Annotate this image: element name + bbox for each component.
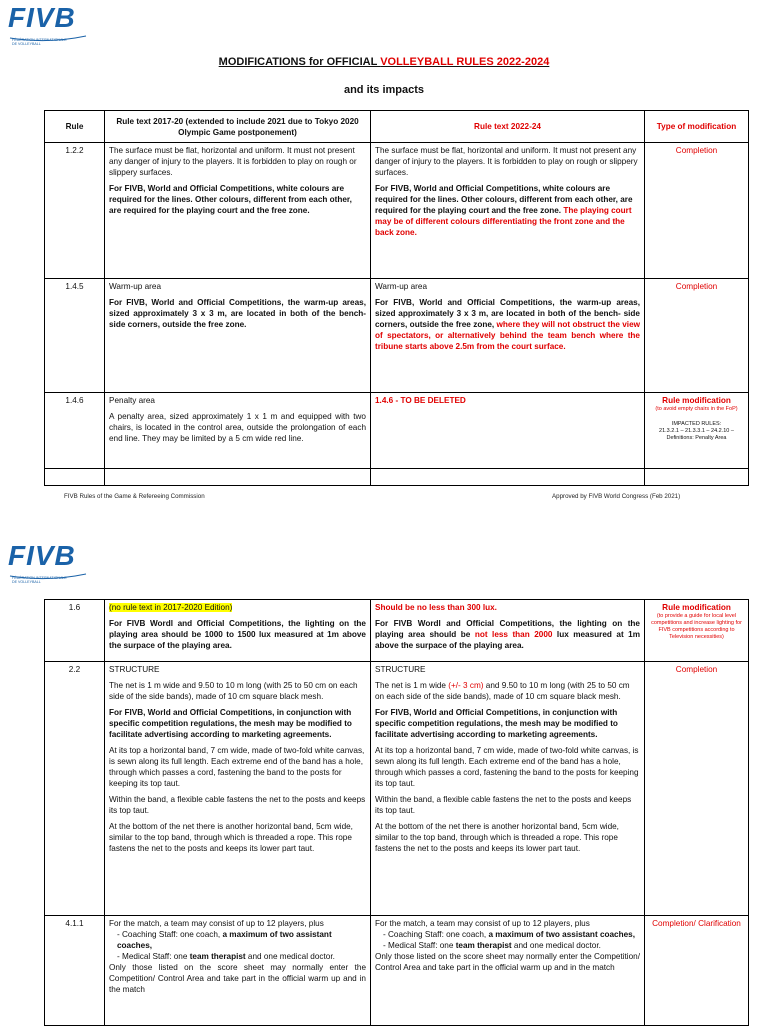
logo-subtitle: FÉDÉRATION INTERNATIONALE DE VOLLEYBALL — [12, 38, 67, 46]
fivb-logo-2 — [8, 542, 76, 584]
page-title: MODIFICATIONS for OFFICIAL VOLLEYBALL RULES 2022-2024 — [218, 56, 550, 68]
logo-text: FIVB — [8, 540, 76, 571]
header-new-text: Rule text 2022-24 — [371, 111, 645, 143]
footer-right: Approved by FIVB World Congress (Feb 2021) — [552, 493, 681, 500]
table-row: 1.4.5 Warm-up area For FIVB, World and Official Competitions, the warm-up areas, sized approximately 3 x 3 m, are located in both of the bench- side corners, outside the free zone. Warm-up area For FIVB, World and Official Competitions, the warm-up areas, sized approximately 3 x 3 m, are located in both of the bench- side corners, outside the free zone, where they will not obstruct the view of spectators, or alternatively behind the team bench where the tribune starts above 2.5m from the court surface. Completion — [45, 279, 749, 393]
page-subtitle: and its impacts — [343, 84, 425, 96]
footer-left: FIVB Rules of the Game & Refereeing Commission — [64, 493, 205, 500]
header-old-text: Rule text 2017-20 (extended to include 2021 due to Tokyo 2020 Olympic Game postponement) — [105, 111, 371, 143]
logo-swoosh-icon — [8, 572, 88, 582]
table-row: 4.1.1 For the match, a team may consist of up to 12 players, plus - Coaching Staff: one coach, a maximum of two assistant coaches, - Medical Staff: one team therapist and one medical doctor. Only those listed on the score sheet may normally enter the Competition/ Control Area and take part in the official warm up and in the match For the match, a team may consist of up to 12 players, plus - Coaching Staff: one coach, a maximum of two assistant coaches, - Medical Staff: one team therapist and one medical doctor. Only those listed on the score sheet may normally enter the Competition/ Control Area and take part in the official warm up and in the match Completion/ Clarification — [45, 916, 749, 1026]
logo-swoosh-icon — [8, 34, 88, 44]
logo-subtitle: FÉDÉRATION INTERNATIONALE DE VOLLEYBALL — [12, 576, 67, 584]
table-row: 1.4.6 Penalty area A penalty area, sized approximately 1 x 1 m and equipped with two chairs, is located in the control area, outside the prolongation of each end line. They may be limited by a 5 cm wide red line. 1.4.6 - TO BE DELETED Rule modification (to avoid empty chairs in the FoP) IMPACTED RULES: 21.3.2.1 – 21.3.3.1 – 24.2.10 – Definitions: Penalty Area — [45, 393, 749, 469]
modifications-table-1 — [44, 110, 749, 486]
modifications-table-2 — [44, 599, 749, 1026]
table-row: 1.2.2 The surface must be flat, horizontal and uniform. It must not present any danger of injury to the players. It is forbidden to play on rough or slippery surfaces. For FIVB, World and Official Competitions, white colours are required for the lines. Other colours, different from each other, are required for the playing court and the free zone. The surface must be flat, horizontal and uniform. It must not present any danger of injury to the players. It is forbidden to play on rough or slippery surfaces. For FIVB, World and Official Competitions, white colours are required for the lines. Other colours, different from each other, are required for the playing court and the free zone. The playing court may be of different colours differentiating the front zone and the back zone. Completion — [45, 143, 749, 279]
header-rule: Rule — [45, 111, 105, 143]
fivb-logo — [8, 4, 76, 46]
logo-text: FIVB — [8, 2, 76, 33]
table-row: 2.2 STRUCTURE The net is 1 m wide and 9.50 to 10 m long (with 25 to 50 cm on each side of the side bands), made of 10 cm square black mesh. For FIVB, World and Official Competitions, in conjunction with specific competition regulations, the mesh may be modified to facilitate advertising according to marketing agreements. At its top a horizontal band, 7 cm wide, made of two-fold white canvas, is sewn along its full length. Each extreme end of the band has a hole, through which passes a cord, fastening the band to the posts for keeping its top taut. Within the band, a flexible cable fastens the net to the posts and keeps its top taut. At the bottom of the net there is another horizontal band, 5cm wide, similar to the top band, through which is threaded a rope. This rope fastens the net to the posts and keeps its lower part taut. STRUCTURE The net is 1 m wide (+/- 3 cm) and 9.50 to 10 m long (with 25 to 50 cm on each side of the side bands), made of 10 cm square black mesh. For FIVB, World and Official Competitions, in conjunction with specific competition regulations, the mesh may be modified to facilitate advertising according to marketing agreements. At its top a horizontal band, 7 cm wide, made of two-fold white canvas, is sewn along its full length. Each extreme end of the band has a hole, through which passes a cord, fastening the band to the posts for keeping its top taut. Within the band, a flexible cable fastens the net to the posts and keeps its top taut. At the bottom of the net there is another horizontal band, 5cm wide, similar to the top band, through which is threaded a rope. This rope fastens the net to the posts and keeps its lower part taut. Completion — [45, 662, 749, 916]
header-type: Type of modification — [645, 111, 749, 143]
table-row: 1.6 (no rule text in 2017-2020 Edition) For FIVB Wordl and Official Competitions, the lighting on the playing area should be 1000 to 1500 lux measured at 1m above the surpace of the playing area. Should be no less than 300 lux. For FIVB Wordl and Official Competitions, the lighting on the playing area should be not less than 2000 lux measured at 1m above the surpace of the playing area. Rule modification (to provide a guide for local level competitions and increase lighting for FIVB competitions according to Television necessities) — [45, 600, 749, 662]
